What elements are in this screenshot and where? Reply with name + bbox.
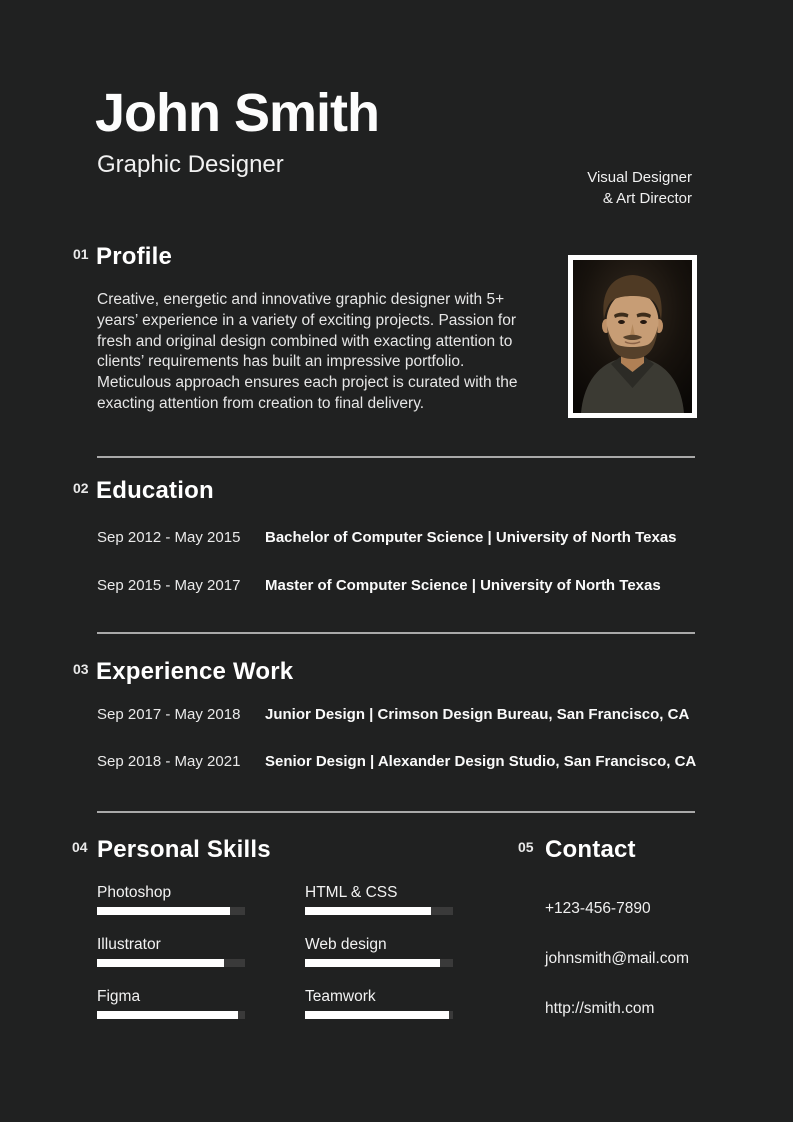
role-line-1: Visual Designer xyxy=(587,169,692,186)
experience-dates: Sep 2017 - May 2018 xyxy=(97,706,241,723)
education-degree: Master of Computer Science | University of North Texas xyxy=(265,577,661,594)
skill-progress-fill xyxy=(305,907,431,915)
section-heading-education: Education xyxy=(96,477,214,504)
experience-row xyxy=(97,753,717,770)
skill-progress-bar xyxy=(97,959,245,967)
person-name: John Smith xyxy=(95,83,379,143)
section-number-education: 02 xyxy=(73,480,89,496)
profile-photo xyxy=(568,255,697,418)
section-heading-contact: Contact xyxy=(545,836,636,863)
skill-progress-fill xyxy=(97,959,224,967)
experience-position: Senior Design | Alexander Design Studio, San Francisco, CA xyxy=(265,753,697,770)
experience-dates: Sep 2018 - May 2021 xyxy=(97,753,241,770)
person-role-tagline xyxy=(587,167,692,209)
skill-item xyxy=(97,936,247,967)
skill-progress-fill xyxy=(305,1011,449,1019)
skill-progress-bar xyxy=(305,959,453,967)
section-heading-experience: Experience Work xyxy=(96,658,294,685)
profile-summary-text: Creative, energetic and innovative graphic designer with 5+ years’ experience in a variety of exciting projects. Passion for fresh and original design combined with exacting attention to clients’ requirements has built an impressive portfolio. Meticulous approach ensures each project is curated with the exacting attention from creation to final delivery. xyxy=(97,291,518,412)
contact-email: johnsmith@mail.com xyxy=(545,950,690,967)
section-heading-profile: Profile xyxy=(96,243,173,270)
experience-position: Junior Design | Crimson Design Bureau, San Francisco, CA xyxy=(265,706,690,723)
section-divider xyxy=(97,811,695,813)
section-number-profile: 01 xyxy=(73,246,89,262)
skills-column-left xyxy=(97,884,247,1040)
section-number-contact: 05 xyxy=(518,839,534,855)
contact-phone: +123-456-7890 xyxy=(545,900,651,917)
skill-label: Figma xyxy=(97,988,141,1005)
skills-column-right xyxy=(305,884,455,1040)
skill-progress-fill xyxy=(305,959,440,967)
education-dates: Sep 2012 - May 2015 xyxy=(97,529,241,546)
skill-progress-bar xyxy=(97,1011,245,1019)
person-job-title: Graphic Designer xyxy=(97,151,284,178)
skill-label: Photoshop xyxy=(97,884,172,901)
role-line-2: & Art Director xyxy=(602,190,692,207)
education-row xyxy=(97,577,717,594)
section-heading-skills: Personal Skills xyxy=(97,836,271,863)
section-divider xyxy=(97,456,695,458)
contact-website: http://smith.com xyxy=(545,1000,655,1017)
skill-item xyxy=(305,936,455,967)
skill-progress-bar xyxy=(97,907,245,915)
education-degree: Bachelor of Computer Science | University of North Texas xyxy=(265,529,677,546)
skill-item xyxy=(305,884,455,915)
section-number-experience: 03 xyxy=(73,661,89,677)
education-dates: Sep 2015 - May 2017 xyxy=(97,577,241,594)
skill-item xyxy=(305,988,455,1019)
skill-item xyxy=(97,884,247,915)
skill-label: Illustrator xyxy=(97,936,161,953)
section-divider xyxy=(97,632,695,634)
portrait-illustration xyxy=(573,260,692,413)
skill-progress-fill xyxy=(97,1011,238,1019)
education-row xyxy=(97,529,717,546)
skill-label: Teamwork xyxy=(305,988,376,1005)
skill-progress-fill xyxy=(97,907,230,915)
skill-progress-bar xyxy=(305,907,453,915)
experience-row xyxy=(97,706,717,723)
skill-progress-bar xyxy=(305,1011,453,1019)
skill-label: Web design xyxy=(305,936,387,953)
skill-label: HTML & CSS xyxy=(305,884,398,901)
section-number-skills: 04 xyxy=(72,839,88,855)
contact-list xyxy=(545,900,689,1050)
skill-item xyxy=(97,988,247,1019)
